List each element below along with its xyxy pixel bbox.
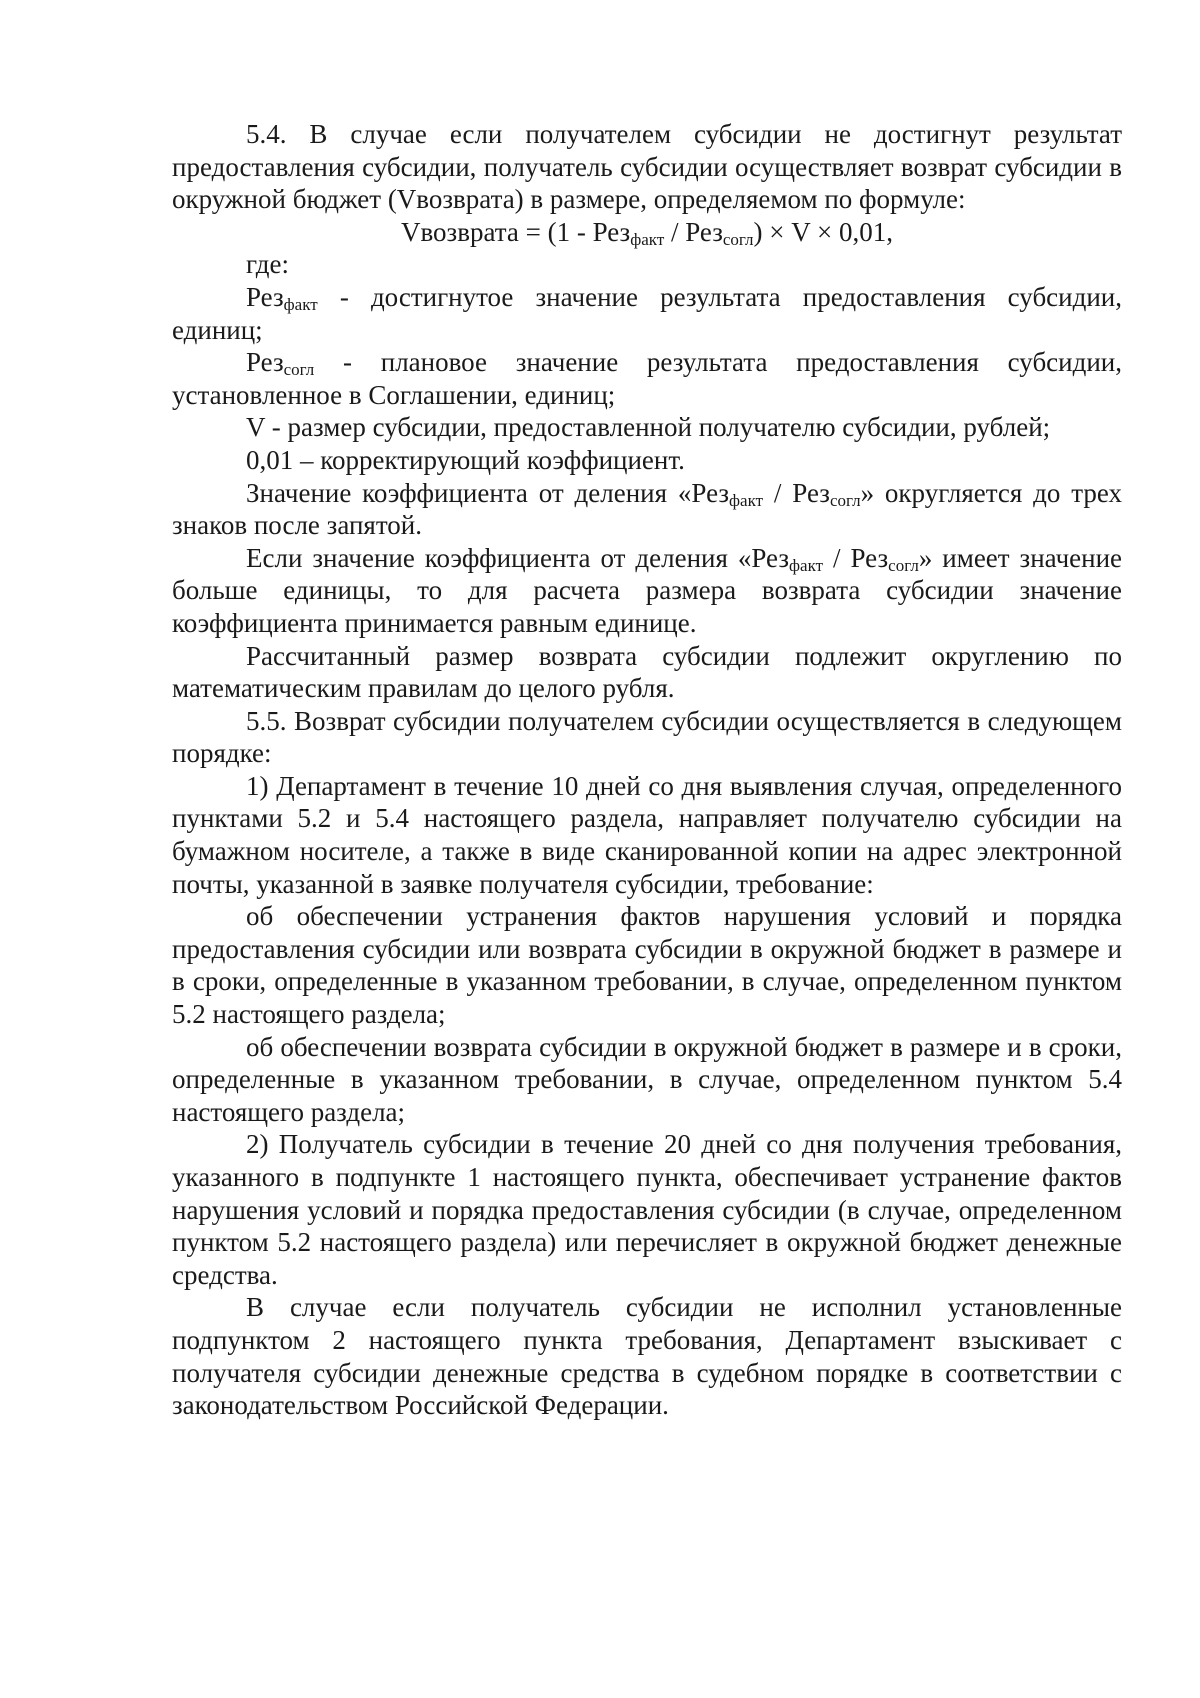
rounding-to-ruble-paragraph: Рассчитанный размер возврата субсидии подлежит округлению по математическим правилам до целого рубля.: [172, 640, 1122, 704]
coefficient-cap-paragraph: Если значение коэффициента от деления «Рез$_{факт}$ / Рез$_{согл}$» имеет значение больше единицы, то для расчета размера возврата субсидии значение коэффициента принимается равным единице.: [172, 542, 1123, 638]
final-paragraph: В случае если получатель субсидии не исполнил установленные подпунктом 2 настоящего пункта требования, Департамент взыскивает с получателя субсидии денежные средства в судебном порядке в соответствии с законодательством Российской Федерации.: [172, 1292, 1122, 1421]
document-page: [172, 118, 1122, 1422]
definition-rez-fakt: Рез$_{факт}$ - достигнутое значение результата предоставления субсидии, единиц;: [172, 281, 1122, 345]
paragraph-5-5: 5.5. Возврат субсидии получателем субсидии осуществляется в следующем порядке:: [172, 705, 1122, 769]
definition-v: V - размер субсидии, предоставленной получателю субсидии, рублей;: [246, 412, 1051, 443]
definition-coefficient: 0,01 – корректирующий коэффициент.: [246, 444, 685, 475]
rounding-paragraph: Значение коэффициента от деления «Рез$_{факт}$ / Рез$_{согл}$» округляется до трех знаков после запятой.: [172, 477, 1123, 541]
return-formula: Vвозврата = (1 - Рез$_{факт}$ / Рез$_{согл}$) × V × 0,01,: [400, 216, 893, 249]
subitem-2: 2) Получатель субсидии в течение 20 дней со дня получения требования, указанного в подпункте 1 настоящего пункта, обеспечивает устранение фактов нарушения условий и порядка предоставления субсидии (в случае, определенном пунктом 5.2 настоящего раздела) или перечисляет в окружной бюджет денежные средства.: [172, 1129, 1122, 1290]
subitem-1-requirement-b: об обеспечении возврата субсидии в окружной бюджет в размере и в сроки, определенные в указанном требовании, в случае, определенном пунктом 5.4 настоящего раздела;: [172, 1031, 1122, 1127]
where-label: где:: [246, 249, 289, 280]
subitem-1: 1) Департамент в течение 10 дней со дня выявления случая, определенного пунктами 5.2 и 5.4 настоящего раздела, направляет получателю субсидии на бумажном носителе, а также в виде сканированной копии на адрес электронной почты, указанной в заявке получателя субсидии, требование:: [172, 770, 1122, 899]
subitem-1-requirement-a: об обеспечении устранения фактов нарушения условий и порядка предоставления субсидии или возврата субсидии в окружной бюджет в размере и в сроки, определенные в указанном требовании, в случае, определенном пунктом 5.2 настоящего раздела;: [172, 901, 1122, 1030]
definition-rez-sogl: Рез$_{согл}$ - плановое значение результата предоставления субсидии, установленное в Соглашении, единиц;: [172, 347, 1122, 410]
paragraph-5-4: 5.4. В случае если получателем субсидии не достигнут результат предоставления субсидии, получатель субсидии осуществляет возврат субсидии в окружной бюджет (Vвозврата) в размере, определяемом по формуле:: [172, 119, 1122, 215]
